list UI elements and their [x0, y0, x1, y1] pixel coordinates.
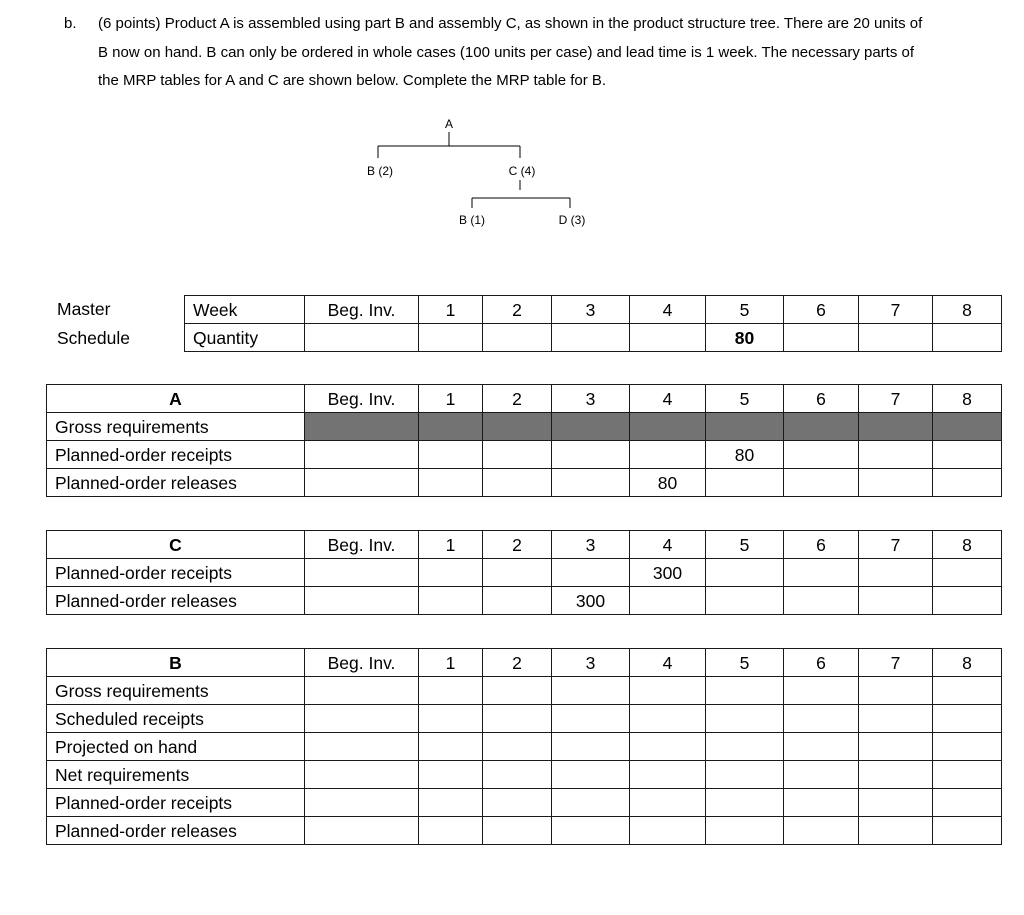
week-header: 4 — [630, 385, 706, 413]
input-cell[interactable] — [706, 733, 784, 761]
cell — [784, 587, 859, 615]
input-cell[interactable] — [706, 817, 784, 845]
input-cell[interactable] — [483, 817, 552, 845]
input-cell[interactable] — [483, 705, 552, 733]
table-row — [47, 705, 1002, 733]
input-cell[interactable] — [305, 761, 419, 789]
input-cell[interactable] — [784, 789, 859, 817]
shaded-cell — [483, 413, 552, 441]
week-header: 4 — [630, 649, 706, 677]
row-label: Planned-order releases — [47, 587, 305, 615]
week-header: 6 — [784, 296, 859, 324]
cell — [419, 441, 483, 469]
table-row — [47, 761, 1002, 789]
input-cell[interactable] — [305, 789, 419, 817]
cell — [483, 469, 552, 497]
input-cell[interactable] — [784, 733, 859, 761]
table-row — [47, 441, 1002, 469]
master-label-2: Schedule — [57, 328, 130, 348]
cell — [706, 559, 784, 587]
beg-inv-header: Beg. Inv. — [305, 531, 419, 559]
tree-node-b2: B (2) — [366, 164, 394, 178]
week-header: 5 — [706, 296, 784, 324]
table-row — [47, 677, 1002, 705]
week-header: 6 — [784, 385, 859, 413]
input-cell[interactable] — [419, 761, 483, 789]
week-header: 2 — [483, 531, 552, 559]
cell — [552, 469, 630, 497]
shaded-cell — [933, 413, 1002, 441]
week-header: 5 — [706, 649, 784, 677]
week-header: 8 — [933, 296, 1002, 324]
input-cell[interactable] — [859, 677, 933, 705]
row-label: Scheduled receipts — [47, 705, 305, 733]
input-cell[interactable] — [859, 705, 933, 733]
week-header: 4 — [630, 531, 706, 559]
input-cell[interactable] — [784, 817, 859, 845]
week-header: 2 — [483, 649, 552, 677]
row-label: Planned-order receipts — [47, 441, 305, 469]
input-cell[interactable] — [419, 817, 483, 845]
cell — [419, 587, 483, 615]
week-header: 3 — [552, 531, 630, 559]
row-label: Gross requirements — [47, 677, 305, 705]
input-cell[interactable] — [552, 761, 630, 789]
cell — [933, 587, 1002, 615]
cell — [305, 441, 419, 469]
week-header: 2 — [483, 296, 552, 324]
cell — [933, 469, 1002, 497]
input-cell[interactable] — [305, 817, 419, 845]
shaded-cell — [305, 413, 419, 441]
input-cell[interactable] — [859, 817, 933, 845]
input-cell[interactable] — [552, 733, 630, 761]
cell: 300 — [630, 559, 706, 587]
cell — [419, 324, 483, 352]
cell — [784, 559, 859, 587]
input-cell[interactable] — [630, 789, 706, 817]
week-header: 8 — [933, 531, 1002, 559]
week-header: 1 — [419, 649, 483, 677]
table-row — [47, 413, 1002, 441]
input-cell[interactable] — [483, 761, 552, 789]
week-header: 7 — [859, 649, 933, 677]
shaded-cell — [706, 413, 784, 441]
input-cell[interactable] — [305, 705, 419, 733]
input-cell[interactable] — [630, 761, 706, 789]
cell: 300 — [552, 587, 630, 615]
input-cell[interactable] — [706, 677, 784, 705]
cell — [859, 324, 933, 352]
cell — [933, 441, 1002, 469]
cell — [483, 324, 552, 352]
beg-inv-header: Beg. Inv. — [305, 649, 419, 677]
table-row — [47, 817, 1002, 845]
tree-lines — [378, 132, 570, 208]
input-cell[interactable] — [784, 677, 859, 705]
cell — [859, 469, 933, 497]
cell — [552, 559, 630, 587]
row-label: Net requirements — [47, 761, 305, 789]
table-row — [47, 559, 1002, 587]
cell — [552, 441, 630, 469]
input-cell[interactable] — [630, 817, 706, 845]
input-cell[interactable] — [552, 705, 630, 733]
row-label: Planned-order releases — [47, 817, 305, 845]
cell — [933, 324, 1002, 352]
shaded-cell — [552, 413, 630, 441]
week-header: 6 — [784, 531, 859, 559]
week-label: Week — [185, 296, 305, 324]
week-header: 5 — [706, 385, 784, 413]
cell — [630, 324, 706, 352]
row-label: Projected on hand — [47, 733, 305, 761]
cell — [784, 469, 859, 497]
input-cell[interactable] — [483, 733, 552, 761]
week-header: 7 — [859, 296, 933, 324]
cell — [305, 469, 419, 497]
cell — [419, 469, 483, 497]
input-cell[interactable] — [859, 789, 933, 817]
row-label: Planned-order receipts — [47, 789, 305, 817]
row-label: Gross requirements — [47, 413, 305, 441]
input-cell[interactable] — [706, 705, 784, 733]
quantity-label: Quantity — [185, 324, 305, 352]
input-cell[interactable] — [419, 733, 483, 761]
week-header: 4 — [630, 296, 706, 324]
cell — [305, 587, 419, 615]
cell — [483, 441, 552, 469]
question-body: (6 points) Product A is assembled using part B and assembly C, as shown in the product structure tree. There are 20 units of B now on hand. B can only be ordered in whole cases (100 units per case) and lead time is 1 week. The necessary parts of the MRP tables for A and C are shown below. Complete the MRP table for B. — [98, 15, 923, 89]
table-title: A — [47, 385, 305, 413]
cell — [552, 324, 630, 352]
input-cell[interactable] — [630, 677, 706, 705]
input-cell[interactable] — [859, 761, 933, 789]
input-cell[interactable] — [933, 677, 1002, 705]
week-header: 1 — [419, 385, 483, 413]
input-cell[interactable] — [552, 677, 630, 705]
week-header: 8 — [933, 385, 1002, 413]
cell — [305, 559, 419, 587]
cell — [305, 324, 419, 352]
input-cell[interactable] — [933, 733, 1002, 761]
cell — [630, 441, 706, 469]
input-cell[interactable] — [305, 677, 419, 705]
tree-node-a: A — [444, 117, 454, 131]
input-cell[interactable] — [933, 817, 1002, 845]
input-cell[interactable] — [419, 705, 483, 733]
week-header: 7 — [859, 531, 933, 559]
cell — [483, 587, 552, 615]
week-header: 8 — [933, 649, 1002, 677]
input-cell[interactable] — [419, 789, 483, 817]
table-title: B — [47, 649, 305, 677]
question-text — [64, 10, 924, 96]
input-cell[interactable] — [552, 789, 630, 817]
table-row — [47, 789, 1002, 817]
shaded-cell — [630, 413, 706, 441]
cell: 80 — [706, 324, 784, 352]
mrp-table-c — [46, 530, 1002, 615]
input-cell[interactable] — [706, 789, 784, 817]
week-header: 5 — [706, 531, 784, 559]
week-header: 1 — [419, 296, 483, 324]
shaded-cell — [859, 413, 933, 441]
week-header: 3 — [552, 296, 630, 324]
master-week-row — [185, 296, 1002, 324]
input-cell[interactable] — [305, 733, 419, 761]
cell — [784, 324, 859, 352]
input-cell[interactable] — [706, 761, 784, 789]
master-label-1: Master — [57, 299, 111, 319]
cell: 80 — [706, 441, 784, 469]
cell — [630, 587, 706, 615]
week-header: 3 — [552, 649, 630, 677]
mrp-table-b — [46, 648, 1002, 845]
week-header: 1 — [419, 531, 483, 559]
input-cell[interactable] — [630, 733, 706, 761]
cell — [483, 559, 552, 587]
master-quantity-row — [185, 324, 1002, 352]
input-cell[interactable] — [483, 677, 552, 705]
input-cell[interactable] — [784, 705, 859, 733]
input-cell[interactable] — [483, 789, 552, 817]
week-header: 2 — [483, 385, 552, 413]
cell — [706, 469, 784, 497]
cell — [706, 587, 784, 615]
input-cell[interactable] — [419, 677, 483, 705]
week-header: 6 — [784, 649, 859, 677]
week-header: 7 — [859, 385, 933, 413]
cell — [859, 441, 933, 469]
question-label: b. — [64, 15, 77, 32]
cell: 80 — [630, 469, 706, 497]
table-row — [47, 733, 1002, 761]
cell — [859, 587, 933, 615]
beg-inv-header: Beg. Inv. — [305, 385, 419, 413]
shaded-cell — [784, 413, 859, 441]
cell — [419, 559, 483, 587]
input-cell[interactable] — [552, 817, 630, 845]
input-cell[interactable] — [859, 733, 933, 761]
input-cell[interactable] — [933, 761, 1002, 789]
beg-inv-header: Beg. Inv. — [305, 296, 419, 324]
cell — [933, 559, 1002, 587]
input-cell[interactable] — [933, 705, 1002, 733]
shaded-cell — [419, 413, 483, 441]
row-label: Planned-order receipts — [47, 559, 305, 587]
master-schedule-table — [184, 295, 1002, 352]
mrp-table-a — [46, 384, 1002, 497]
table-title: C — [47, 531, 305, 559]
cell — [784, 441, 859, 469]
input-cell[interactable] — [630, 705, 706, 733]
table-row — [47, 587, 1002, 615]
week-header: 3 — [552, 385, 630, 413]
cell — [859, 559, 933, 587]
row-label: Planned-order releases — [47, 469, 305, 497]
table-row — [47, 469, 1002, 497]
input-cell[interactable] — [784, 761, 859, 789]
input-cell[interactable] — [933, 789, 1002, 817]
tree-node-c4: C (4) — [508, 164, 536, 178]
tree-node-b1: B (1) — [458, 213, 486, 227]
tree-node-d3: D (3) — [558, 213, 586, 227]
